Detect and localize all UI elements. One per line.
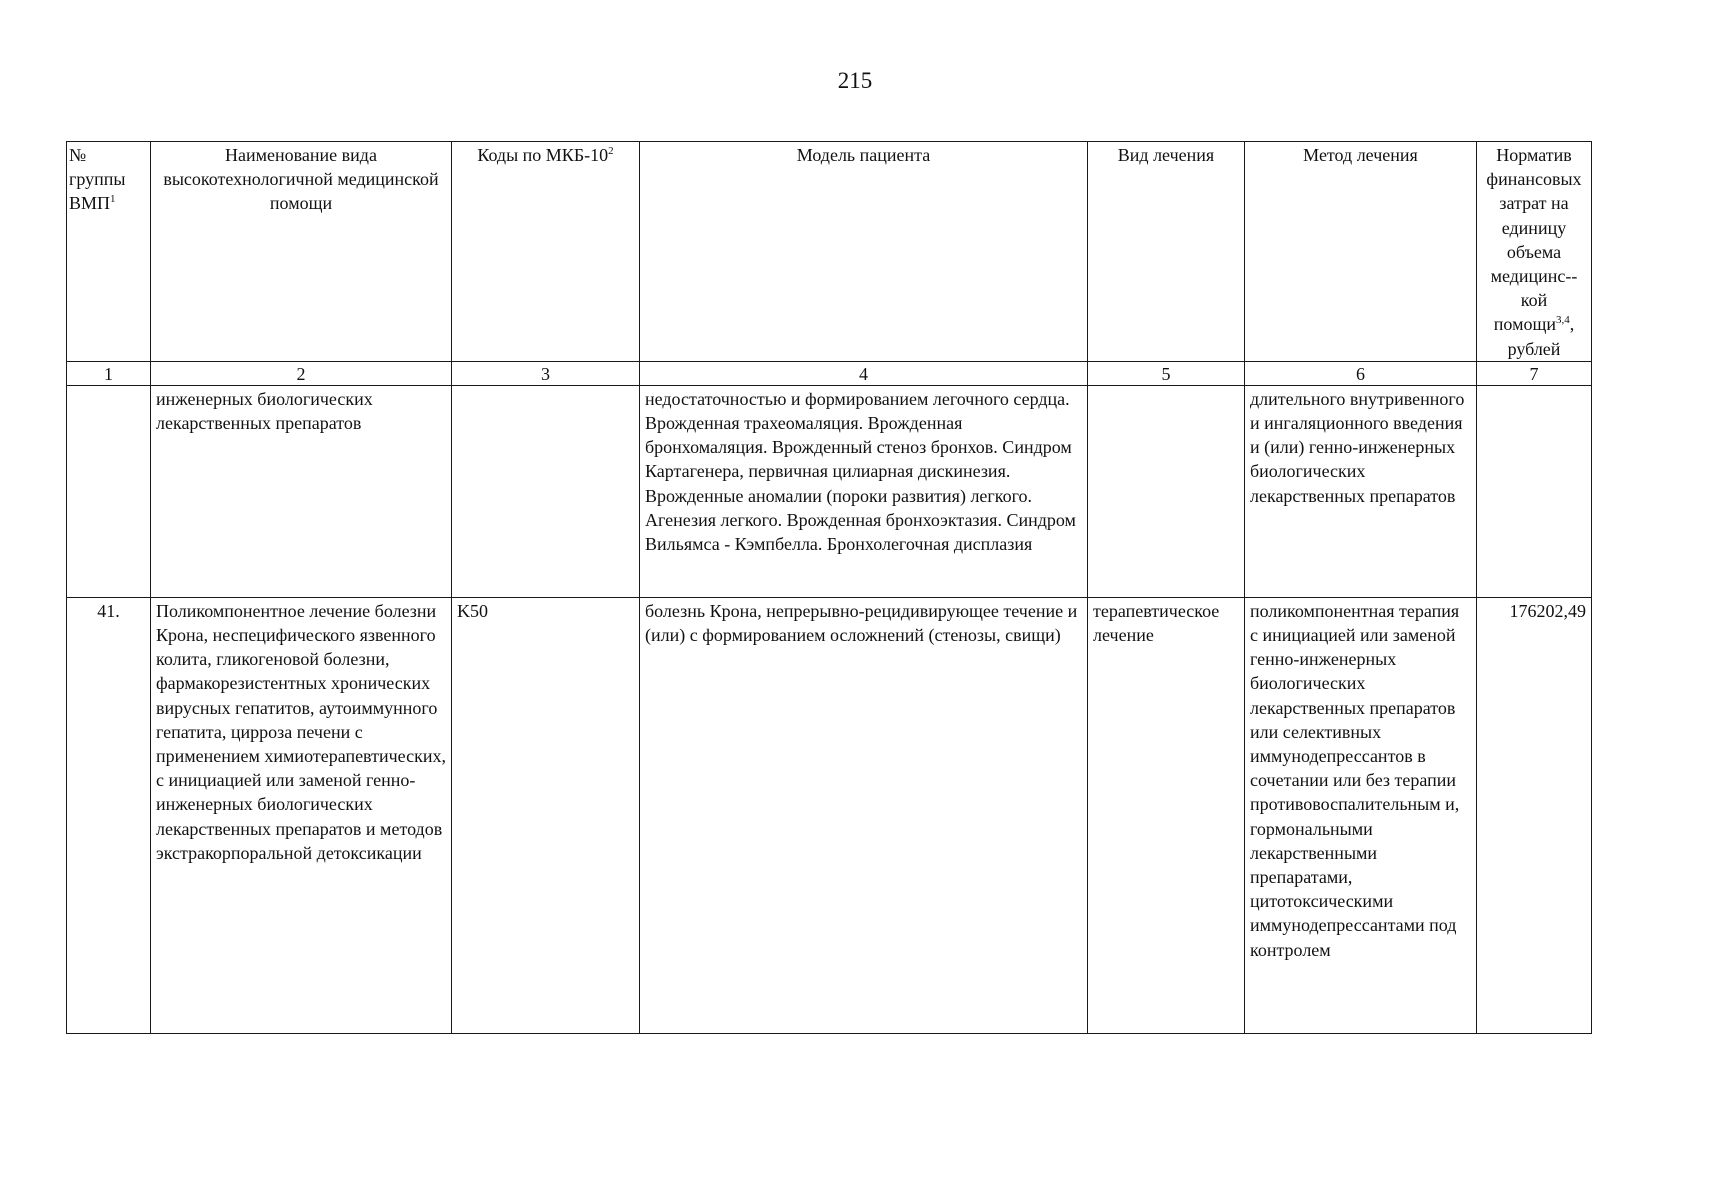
cell-care-type-name: инженерных биологических лекарственных препаратов: [151, 385, 452, 597]
table-row: [67, 385, 1592, 597]
column-number: 3: [452, 361, 640, 385]
header-treatment-type: Вид лечения: [1088, 142, 1245, 362]
table-row: [67, 597, 1592, 1033]
column-number: 2: [151, 361, 452, 385]
cell-patient-model: недостаточностью и формированием легочного сердца. Врожденная трахеомаляция. Врожденная бронхомаляция. Врожденный стеноз бронхов. Синдром Картагенера, первичная цилиарная дискинезия. Врожденные аномалии (пороки развития) легкого. Агенезия легкого. Врожденная бронхоэктазия. Синдром Вильямса - Кэмпбелла. Бронхолегочная дисплазия: [640, 385, 1088, 597]
header-treatment-method: Метод лечения: [1245, 142, 1477, 362]
column-number: 6: [1245, 361, 1477, 385]
cell-group-number: [67, 385, 151, 597]
cell-group-number: 41.: [67, 597, 151, 1033]
cell-patient-model: болезнь Крона, непрерывно-рецидивирующее течение и (или) с формированием осложнений (стенозы, свищи): [640, 597, 1088, 1033]
column-number: 1: [67, 361, 151, 385]
vmp-table: [66, 141, 1592, 1034]
cell-treatment-method: длительного внутривенного и ингаляционного введения и (или) генно-инженерных биологических лекарственных препаратов: [1245, 385, 1477, 597]
cell-treatment-type: [1088, 385, 1245, 597]
cell-cost-standard: 176202,49: [1477, 597, 1592, 1033]
header-group-number: № группы ВМП$^1$: [67, 142, 151, 362]
column-number: 5: [1088, 361, 1245, 385]
header-care-type-name: Наименование вида высокотехнологичной медицинской помощи: [151, 142, 452, 362]
cell-care-type-name: Поликомпонентное лечение болезни Крона, неспецифического язвенного колита, гликогеновой болезни, фармакорезистентных хронических вирусных гепатитов, аутоиммунного гепатита, цирроза печени с применением химиотерапевтических, с инициацией или заменой генно-инженерных биологических лекарственных препаратов и методов экстракорпоральной детоксикации: [151, 597, 452, 1033]
column-number: 4: [640, 361, 1088, 385]
cell-treatment-method: поликомпонентная терапия с инициацией или заменой генно-инженерных биологических лекарственных препаратов или селективных иммунодепрессантов в сочетании или без терапии противовоспалительным и, гормональными лекарственными препаратами, цитотоксическими иммунодепрессантами под контролем: [1245, 597, 1477, 1033]
table-header-row: [67, 142, 1592, 362]
header-cost-standard: Норматив финансовых затрат на единицу объема медицинс--кой помощи$^{3,4}$, рублей: [1477, 142, 1592, 362]
cell-icd-codes: [452, 385, 640, 597]
header-icd-codes: Коды по МКБ-$10^2$: [452, 142, 640, 362]
cell-treatment-type: терапевтическое лечение: [1088, 597, 1245, 1033]
column-number: 7: [1477, 361, 1592, 385]
cell-icd-codes: K50: [452, 597, 640, 1033]
cell-cost-standard: [1477, 385, 1592, 597]
header-patient-model: Модель пациента: [640, 142, 1088, 362]
column-number-row: [67, 361, 1592, 385]
page-number: 215: [837, 68, 873, 93]
